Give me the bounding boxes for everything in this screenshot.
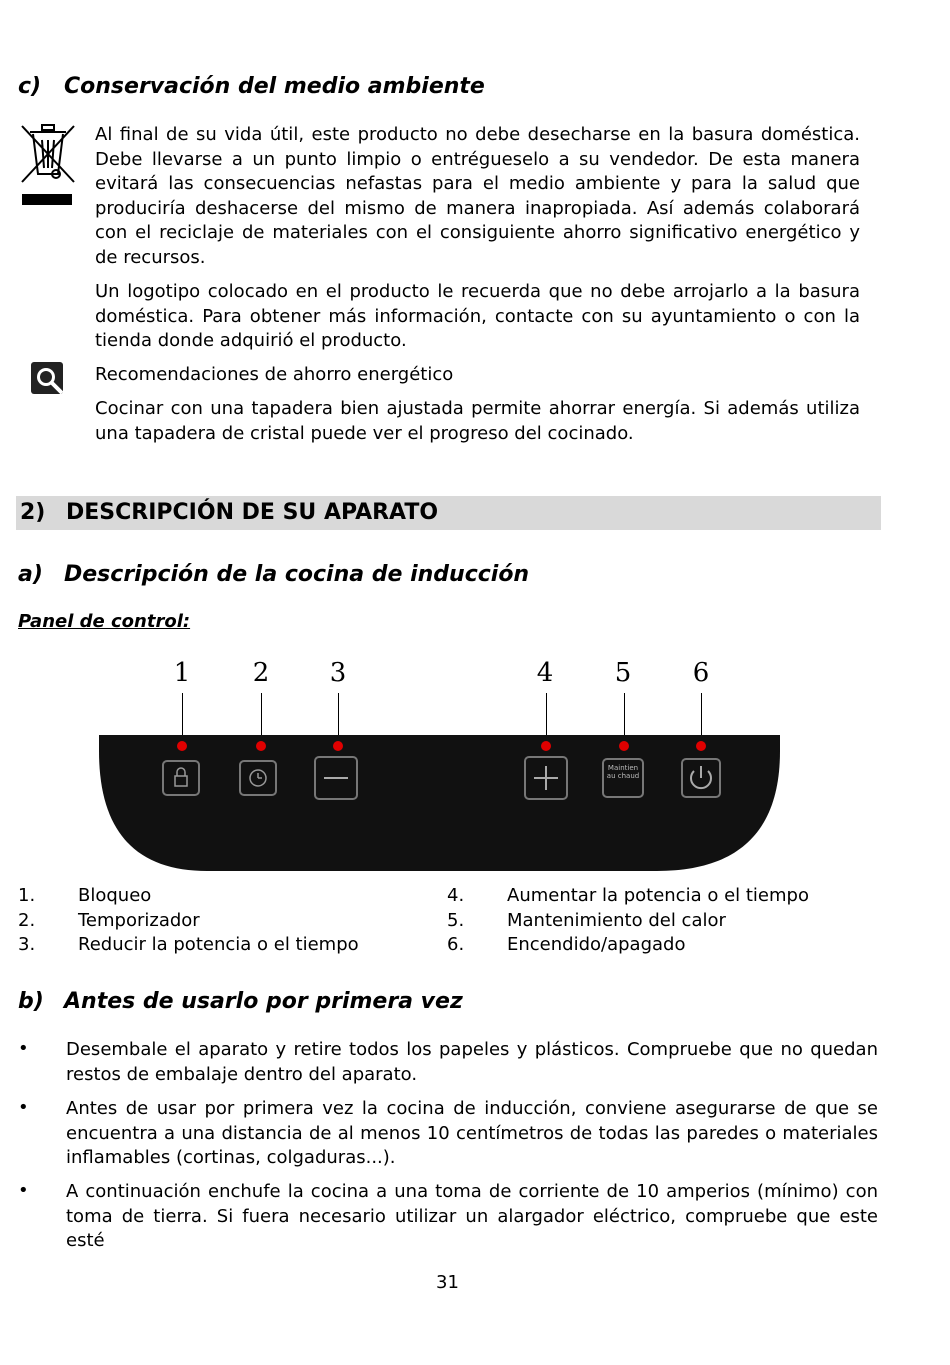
section-a-heading [18, 562, 529, 587]
legend-item [18, 884, 418, 909]
legend-right [447, 884, 877, 958]
section-2-number: 2) [20, 500, 46, 525]
indicator-dot-6 [696, 741, 706, 751]
section-a-title: Descripción de la cocina de inducción [64, 562, 530, 587]
environment-paragraph-1: Al final de su vida útil, este producto no debe desecharse en la basura doméstica. Debe llevarse a un punto limpio o entrégueselo a su vendedor. De esta manera evitará las consecuencias nefastas para el medio ambiente y para la salud que produciría deshacerse del mismo de manera inapropiada. Así además colaborará con el reciclaje de materiales con el consiguiente ahorro significativo energético y de recursos. [95, 124, 860, 268]
panel-heading: Panel de control: [18, 611, 191, 632]
legend-text: Aumentar la potencia o el tiempo [507, 885, 809, 906]
panel-number-1: 1 [173, 658, 191, 688]
bullet-marker: • [18, 1038, 29, 1059]
legend-left [18, 884, 418, 958]
legend-text: Temporizador [78, 909, 200, 931]
panel-number-6: 6 [692, 658, 710, 688]
bullet-marker: • [18, 1180, 29, 1201]
keep-warm-label: Maintien au chaud [606, 764, 640, 780]
crossed-bin-icon [18, 122, 78, 208]
legend-item [18, 909, 418, 934]
bullet-text: Antes de usar por primera vez la cocina de inducción, conviene asegurarse de que se encuentra a una distancia de al menos 10 centímetros de todas las paredes o materiales inflamables (cortinas, colgaduras...). [66, 1098, 878, 1168]
bullet-item [0, 1038, 950, 1098]
section-2-heading [16, 496, 881, 530]
section-a-label: a) [18, 562, 43, 587]
section-b-label: b) [18, 989, 44, 1014]
legend-number: 4. [447, 885, 465, 906]
panel-number-5: 5 [614, 658, 632, 688]
bullet-item [0, 1180, 950, 1251]
legend-text: Encendido/apagado [507, 934, 686, 955]
section-b-heading [18, 989, 463, 1014]
bullet-text: A continuación enchufe la cocina a una toma de corriente de 10 amperios (mínimo) con toma de tierra. Si fuera necesario utilizar un alargador eléctrico, compruebe que este esté [66, 1181, 878, 1251]
section-2-title: DESCRIPCIÓN DE SU APARATO [66, 500, 439, 525]
legend-number: 5. [447, 909, 465, 931]
tip-title: Recomendaciones de ahorro energético [95, 364, 454, 385]
indicator-dot-2 [256, 741, 266, 751]
legend-number: 1. [18, 885, 36, 906]
section-c-title: Conservación del medio ambiente [64, 74, 485, 99]
legend-number: 3. [18, 934, 36, 955]
section-c-label: c) [18, 74, 42, 99]
legend-number: 6. [447, 934, 465, 955]
panel-number-4: 4 [536, 658, 554, 688]
magnifier-icon [30, 361, 66, 397]
tip-text: Cocinar con una tapadera bien ajustada permite ahorrar energía. Si además utiliza una tapadera de cristal puede ver el progreso del cocinado. [95, 398, 860, 444]
legend-item [447, 909, 877, 934]
indicator-dot-3 [333, 741, 343, 751]
indicator-dot-5 [619, 741, 629, 751]
bullet-text: Desembale el aparato y retire todos los papeles y plásticos. Compruebe que no quedan restos de embalaje dentro del aparato. [66, 1039, 878, 1085]
page-number: 31 [436, 1272, 459, 1293]
indicator-dot-4 [541, 741, 551, 751]
legend-item [18, 933, 418, 958]
bullet-marker: • [18, 1097, 29, 1118]
panel-number-3: 3 [329, 658, 347, 688]
panel-number-2: 2 [252, 658, 270, 688]
bullet-item [0, 1097, 950, 1177]
legend-text: Bloqueo [78, 885, 152, 906]
legend-number: 2. [18, 909, 36, 931]
section-b-title: Antes de usarlo por primera vez [64, 989, 463, 1014]
legend-text: Mantenimiento del calor [507, 909, 726, 931]
legend-text: Reducir la potencia o el tiempo [78, 934, 359, 955]
legend-item [447, 884, 877, 909]
section-c-heading [18, 74, 485, 99]
environment-paragraph-2: Un logotipo colocado en el producto le recuerda que no debe arrojarlo a la basura doméstica. Para obtener más información, contacte con su ayuntamiento o con la tienda donde adquirió el producto. [95, 281, 860, 351]
indicator-dot-1 [177, 741, 187, 751]
legend-item [447, 933, 877, 958]
control-panel-illustration [97, 733, 783, 875]
